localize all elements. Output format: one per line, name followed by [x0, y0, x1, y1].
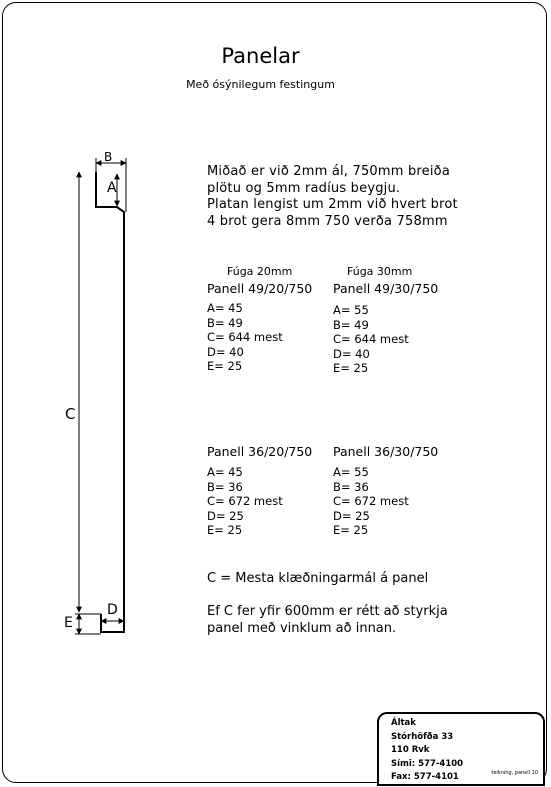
spec-c: C= 644 mest [333, 332, 409, 347]
spec-b: B= 49 [207, 315, 243, 330]
intro-line: 4 brot gera 8mm 750 verða 758mm [207, 213, 448, 229]
spec-e: E= 25 [333, 361, 369, 376]
reinforcement-note [207, 603, 448, 637]
panel-specs [207, 465, 283, 538]
panel-name: Panell 49/30/750 [333, 281, 439, 296]
c-definition-note: C = Mesta klæðningarmál á panel [207, 571, 429, 586]
company-name: Áltak [391, 718, 416, 728]
spec-a: A= 55 [333, 465, 369, 479]
spec-b: B= 36 [207, 479, 243, 494]
spec-e: E= 25 [333, 523, 369, 538]
intro-line: Miðað er við 2mm ál, 750mm breiða [207, 164, 450, 179]
spec-d: D= 40 [207, 344, 244, 359]
company-phone: Sími: 577-4100 [391, 758, 464, 769]
dimension-a-label: A [107, 180, 117, 196]
dimension-c-label: C [65, 405, 76, 423]
company-address: Stórhöfða 33 [391, 731, 454, 742]
company-info [391, 717, 463, 785]
spec-c: C= 644 mest [207, 330, 283, 345]
intro-text [207, 164, 458, 230]
spec-c: C= 672 mest [207, 494, 283, 509]
spec-d: D= 25 [207, 508, 244, 523]
dimension-e-label: E [64, 615, 73, 631]
dimension-b-label: B [104, 150, 113, 164]
panel-name: Panell 36/30/750 [333, 444, 439, 459]
company-fax: Fax: 577-4101 [391, 772, 459, 782]
panel-name: Panell 49/20/750 [207, 281, 313, 296]
panel-name: Panell 36/20/750 [207, 444, 313, 459]
page-title: Panelar [221, 44, 300, 68]
title-block [377, 712, 545, 786]
spec-e: E= 25 [207, 523, 243, 538]
note-line: Ef C fer yfir 600mm er rétt að styrkja [207, 604, 448, 619]
panel-specs [207, 301, 283, 374]
intro-line: plötu og 5mm radíus beygju. [207, 180, 401, 196]
company-postal: 110 Rvk [391, 745, 430, 755]
spec-b: B= 49 [333, 317, 369, 332]
spec-c: C= 672 mest [333, 494, 409, 509]
note-line: panel með vinklum að innan. [207, 621, 397, 636]
spec-a: A= 55 [333, 303, 369, 317]
spec-d: D= 40 [333, 346, 370, 361]
spec-b: B= 36 [333, 479, 369, 494]
drawing-reference: teikning, panell 10 [491, 770, 538, 776]
spec-a: A= 45 [207, 465, 243, 479]
spec-a: A= 45 [207, 301, 243, 315]
panel-specs [333, 465, 409, 538]
panel-specs [333, 303, 409, 376]
panel-profile-outline [96, 172, 124, 632]
spec-d: D= 25 [333, 508, 370, 523]
page-subtitle: Með ósýnilegum festingum [186, 78, 335, 91]
spec-e: E= 25 [207, 359, 243, 374]
fuga-20-header: Fúga 20mm [227, 265, 293, 278]
intro-line: Platan lengist um 2mm við hvert brot [207, 197, 458, 212]
dimension-d-label: D [107, 602, 118, 618]
fuga-30-header: Fúga 30mm [347, 265, 413, 278]
